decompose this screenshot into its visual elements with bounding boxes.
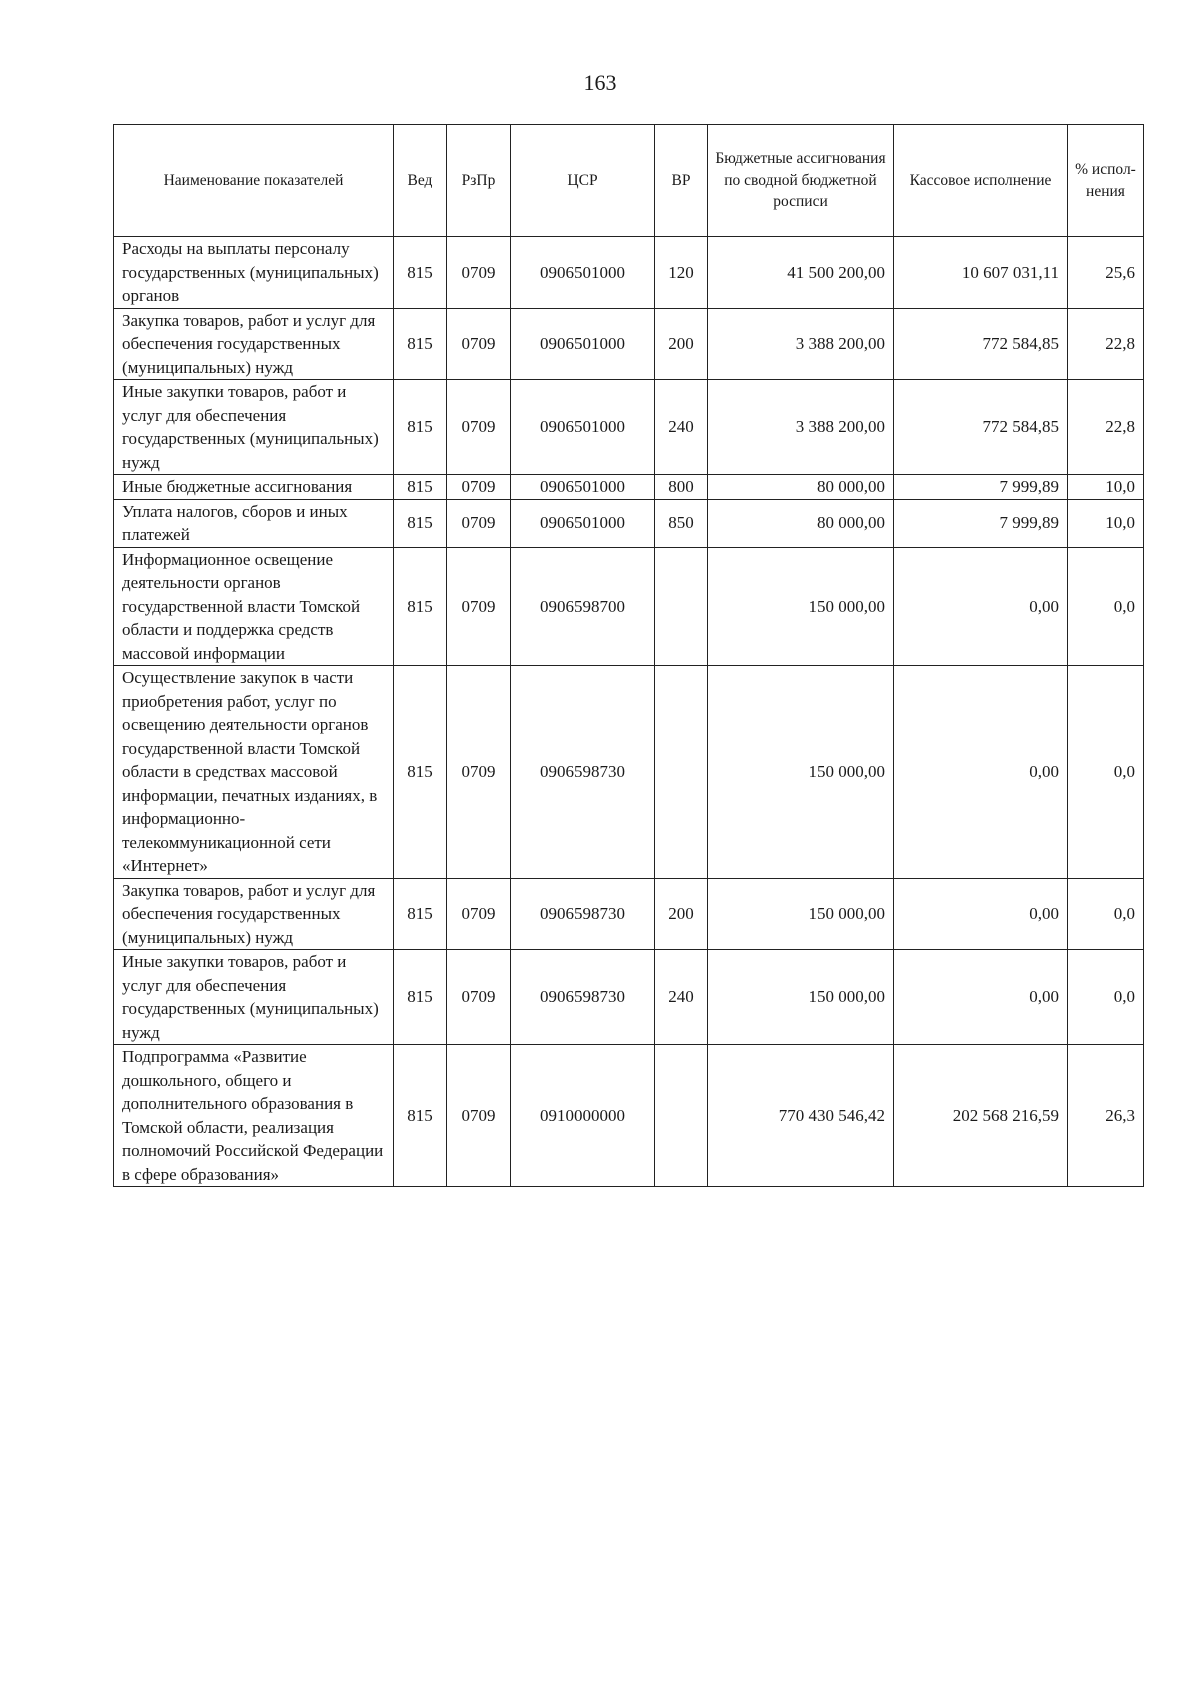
row-plan: 3 388 200,00 xyxy=(708,308,894,380)
table-row xyxy=(114,475,1144,500)
table-row xyxy=(114,547,1144,666)
table-row xyxy=(114,1045,1144,1187)
row-vr xyxy=(655,547,708,666)
row-pct: 10,0 xyxy=(1068,475,1144,500)
row-fact: 10 607 031,11 xyxy=(894,237,1068,309)
header-fact: Кассовое исполнение xyxy=(894,125,1068,237)
row-vr: 240 xyxy=(655,950,708,1045)
row-csr: 0906501000 xyxy=(511,380,655,475)
row-csr: 0906598700 xyxy=(511,547,655,666)
row-plan: 150 000,00 xyxy=(708,950,894,1045)
table-row xyxy=(114,666,1144,879)
row-vr: 200 xyxy=(655,878,708,950)
row-name: Расходы на выплаты персоналу государственных (муниципальных) органов xyxy=(114,237,394,309)
row-vr: 850 xyxy=(655,499,708,547)
row-ved: 815 xyxy=(394,237,447,309)
row-name: Закупка товаров, работ и услуг для обеспечения государственных (муниципальных) нужд xyxy=(114,878,394,950)
row-vr xyxy=(655,1045,708,1187)
row-fact: 7 999,89 xyxy=(894,475,1068,500)
row-csr: 0906501000 xyxy=(511,499,655,547)
row-csr: 0906598730 xyxy=(511,950,655,1045)
row-csr: 0906501000 xyxy=(511,475,655,500)
row-ved: 815 xyxy=(394,878,447,950)
table-row xyxy=(114,878,1144,950)
row-name: Иные бюджетные ассигнования xyxy=(114,475,394,500)
budget-execution-table xyxy=(113,124,1144,1187)
row-rzpr: 0709 xyxy=(447,878,511,950)
row-plan: 41 500 200,00 xyxy=(708,237,894,309)
row-ved: 815 xyxy=(394,1045,447,1187)
row-ved: 815 xyxy=(394,950,447,1045)
header-pct: % испол-нения xyxy=(1068,125,1144,237)
row-rzpr: 0709 xyxy=(447,1045,511,1187)
row-rzpr: 0709 xyxy=(447,950,511,1045)
row-ved: 815 xyxy=(394,547,447,666)
row-name: Подпрограмма «Развитие дошкольного, общего и дополнительного образования в Томской области, реализация полномочий Российской Федерации в сфере образования» xyxy=(114,1045,394,1187)
row-csr: 0906598730 xyxy=(511,878,655,950)
row-fact: 0,00 xyxy=(894,878,1068,950)
row-fact: 7 999,89 xyxy=(894,499,1068,547)
row-pct: 10,0 xyxy=(1068,499,1144,547)
row-pct: 25,6 xyxy=(1068,237,1144,309)
row-ved: 815 xyxy=(394,308,447,380)
table-row xyxy=(114,380,1144,475)
header-vr: ВР xyxy=(655,125,708,237)
row-pct: 0,0 xyxy=(1068,666,1144,879)
row-csr: 0906501000 xyxy=(511,308,655,380)
table-header-row xyxy=(114,125,1144,237)
row-fact: 0,00 xyxy=(894,547,1068,666)
row-csr: 0906501000 xyxy=(511,237,655,309)
row-pct: 22,8 xyxy=(1068,308,1144,380)
header-csr: ЦСР xyxy=(511,125,655,237)
row-pct: 0,0 xyxy=(1068,547,1144,666)
header-plan: Бюджетные ассигнования по сводной бюджетной росписи xyxy=(708,125,894,237)
row-pct: 0,0 xyxy=(1068,950,1144,1045)
row-ved: 815 xyxy=(394,666,447,879)
row-rzpr: 0709 xyxy=(447,475,511,500)
row-plan: 150 000,00 xyxy=(708,547,894,666)
row-vr: 200 xyxy=(655,308,708,380)
row-fact: 772 584,85 xyxy=(894,308,1068,380)
row-ved: 815 xyxy=(394,499,447,547)
row-name: Уплата налогов, сборов и иных платежей xyxy=(114,499,394,547)
row-fact: 772 584,85 xyxy=(894,380,1068,475)
row-plan: 3 388 200,00 xyxy=(708,380,894,475)
row-csr: 0906598730 xyxy=(511,666,655,879)
row-rzpr: 0709 xyxy=(447,308,511,380)
row-fact: 0,00 xyxy=(894,950,1068,1045)
row-plan: 150 000,00 xyxy=(708,666,894,879)
header-ved: Вед xyxy=(394,125,447,237)
row-name: Иные закупки товаров, работ и услуг для обеспечения государственных (муниципальных) нужд xyxy=(114,950,394,1045)
row-fact: 202 568 216,59 xyxy=(894,1045,1068,1187)
row-pct: 26,3 xyxy=(1068,1045,1144,1187)
header-name: Наименование показателей xyxy=(114,125,394,237)
row-name: Закупка товаров, работ и услуг для обеспечения государственных (муниципальных) нужд xyxy=(114,308,394,380)
table-row xyxy=(114,237,1144,309)
table-row xyxy=(114,308,1144,380)
table-row xyxy=(114,499,1144,547)
row-name: Информационное освещение деятельности органов государственной власти Томской области и поддержка средств массовой информации xyxy=(114,547,394,666)
row-rzpr: 0709 xyxy=(447,666,511,879)
row-pct: 0,0 xyxy=(1068,878,1144,950)
row-plan: 80 000,00 xyxy=(708,499,894,547)
table-row xyxy=(114,950,1144,1045)
row-ved: 815 xyxy=(394,380,447,475)
row-vr xyxy=(655,666,708,879)
row-vr: 240 xyxy=(655,380,708,475)
row-rzpr: 0709 xyxy=(447,547,511,666)
row-plan: 150 000,00 xyxy=(708,878,894,950)
row-rzpr: 0709 xyxy=(447,499,511,547)
row-fact: 0,00 xyxy=(894,666,1068,879)
row-rzpr: 0709 xyxy=(447,237,511,309)
row-plan: 80 000,00 xyxy=(708,475,894,500)
row-name: Иные закупки товаров, работ и услуг для обеспечения государственных (муниципальных) нужд xyxy=(114,380,394,475)
row-vr: 120 xyxy=(655,237,708,309)
row-csr: 0910000000 xyxy=(511,1045,655,1187)
row-ved: 815 xyxy=(394,475,447,500)
row-rzpr: 0709 xyxy=(447,380,511,475)
header-rzpr: РзПр xyxy=(447,125,511,237)
row-name: Осуществление закупок в части приобретения работ, услуг по освещению деятельности органов государственной власти Томской области в средствах массовой информации, печатных изданиях, в информационно-телекоммуникационной сети «Интернет» xyxy=(114,666,394,879)
row-vr: 800 xyxy=(655,475,708,500)
page-number: 163 xyxy=(583,70,617,95)
row-plan: 770 430 546,42 xyxy=(708,1045,894,1187)
row-pct: 22,8 xyxy=(1068,380,1144,475)
